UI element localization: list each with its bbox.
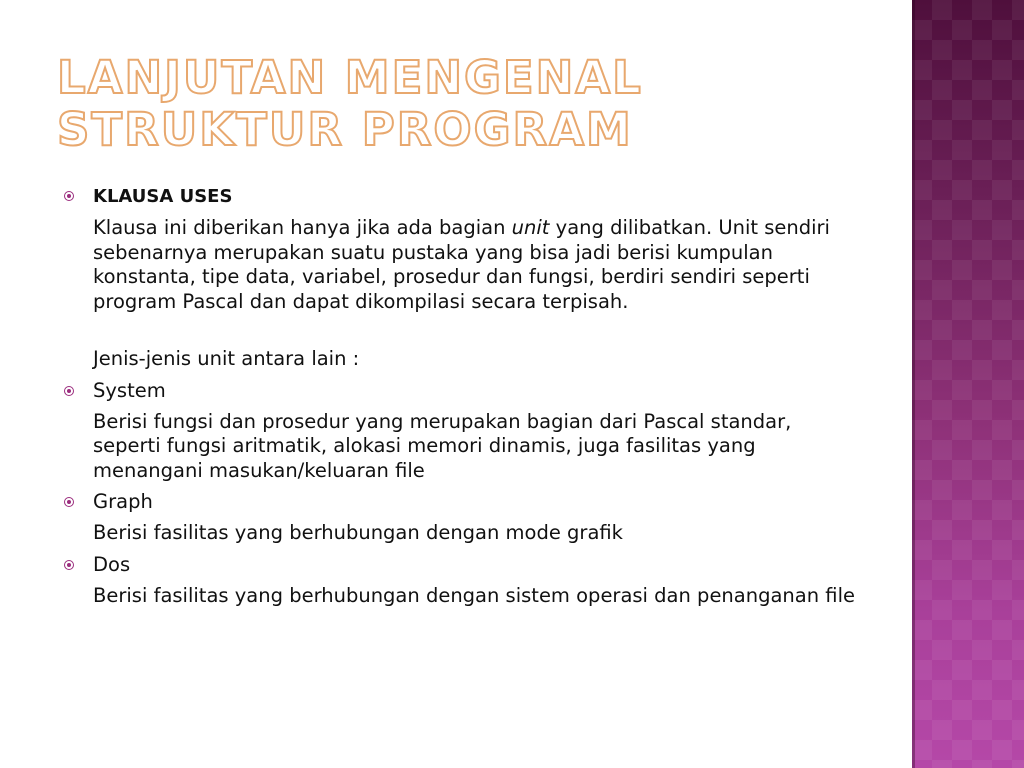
section-description bbox=[62, 216, 862, 314]
description-text-end: yang dilibatkan. Unit sendiri sebenarnya merupakan suatu pustaka yang bisa jadi berisi kumpulan konstanta, tipe data, variabel, prosedur dan fungsi, berdiri sendiri seperti program Pascal dan dapat dikompilasi secara terpisah. bbox=[93, 216, 830, 313]
unit-description-dos: Berisi fasilitas yang berhubungan dengan sistem operasi dan penanganan file bbox=[93, 583, 855, 607]
section-heading: KLAUSA USES bbox=[93, 186, 233, 207]
decorative-side-bar bbox=[912, 0, 1024, 768]
unit-description-graph: Berisi fasilitas yang berhubungan dengan mode grafik bbox=[93, 521, 623, 544]
unit-name-system: System bbox=[93, 378, 166, 402]
unit-description-system: Berisi fungsi dan prosedur yang merupakan bagian dari Pascal standar, seperti fungsi aritmatik, alokasi memori dinamis, juga fasilitas yang menangani masukan/keluaran file bbox=[93, 409, 792, 482]
unit-types-intro: Jenis-jenis unit antara lain : bbox=[93, 347, 360, 370]
circle-bullet-icon bbox=[64, 386, 74, 396]
bullet-item-dos bbox=[62, 552, 862, 578]
description-italic-term: unit bbox=[511, 216, 550, 239]
bullet-item-graph bbox=[62, 489, 862, 515]
circle-bullet-icon bbox=[64, 497, 74, 507]
bullet-item-klausa-uses bbox=[62, 183, 862, 210]
bullet-item-system bbox=[62, 378, 862, 404]
diamond-pattern bbox=[912, 0, 1024, 768]
side-bar-edge bbox=[912, 0, 915, 768]
slide-title: LANJUTAN MENGENAL STRUKTUR PROGRAM bbox=[57, 51, 643, 156]
spacer bbox=[62, 314, 862, 347]
unit-name-graph: Graph bbox=[93, 490, 153, 513]
circle-bullet-icon bbox=[64, 560, 74, 570]
description-text-start: Klausa ini diberikan hanya jika ada bagian bbox=[93, 216, 512, 239]
slide-content bbox=[62, 183, 862, 608]
circle-bullet-icon bbox=[64, 191, 74, 201]
unit-name-dos: Dos bbox=[93, 552, 131, 576]
